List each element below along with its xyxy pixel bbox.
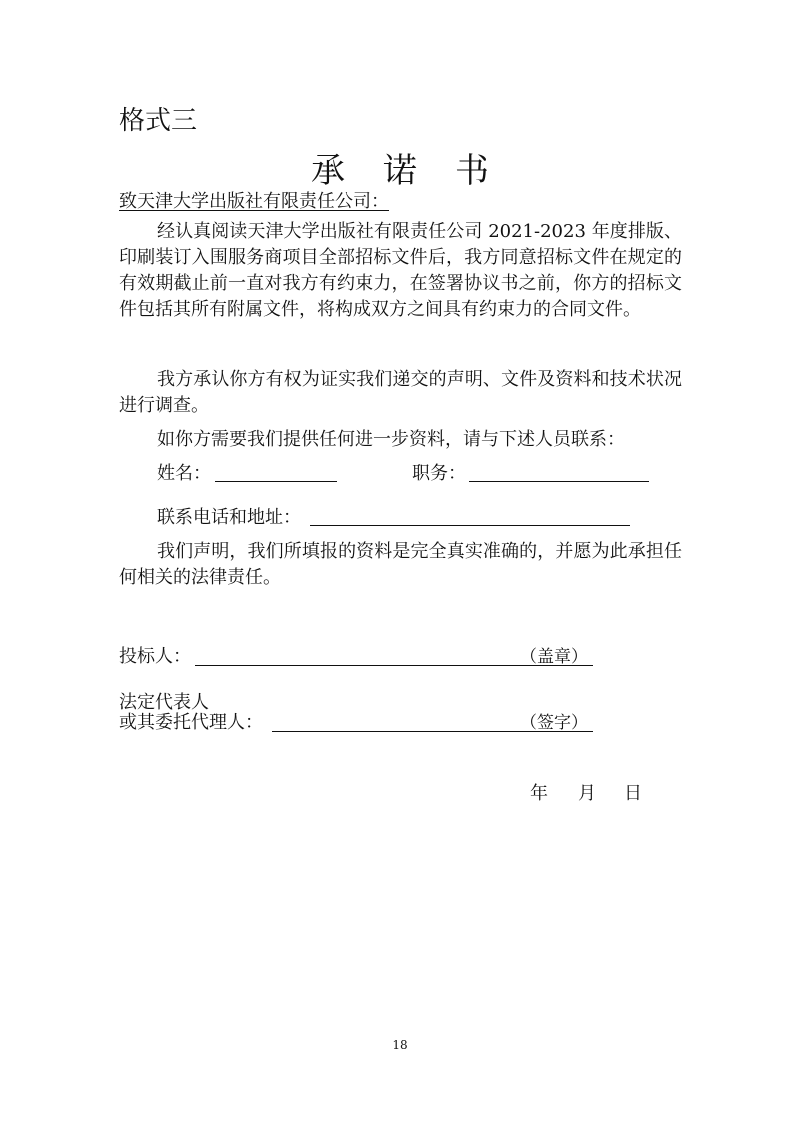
paragraph-declaration: 我们声明，我们所填报的资料是完全真实准确的，并愿为此承担任何相关的法律责任。 (119, 541, 682, 588)
phone-address-field-line[interactable] (310, 525, 630, 526)
document-title: 承诺书 (311, 151, 527, 191)
date-day: 日 (624, 783, 642, 804)
paragraph-investigation: 我方承认你方有权为证实我们递交的声明、文件及资料和技术状况进行调查。 (119, 369, 682, 416)
date-year: 年 (530, 783, 548, 804)
position-field-line[interactable] (469, 481, 649, 482)
page-number: 18 (392, 1038, 408, 1052)
addressee: 致天津大学出版社有限责任公司： (119, 191, 389, 212)
agent-label: 或其委托代理人： (119, 712, 263, 733)
position-label: 职务： (412, 463, 466, 484)
seal-note: （盖章） (520, 647, 588, 667)
phone-address-label: 联系电话和地址： (157, 507, 301, 528)
format-label: 格式三 (119, 106, 198, 136)
bidder-label: 投标人： (119, 646, 191, 667)
legal-rep-label: 法定代表人 (119, 692, 209, 713)
name-field-line[interactable] (215, 481, 337, 482)
paragraph-contact-request: 如你方需要我们提供任何进一步资料，请与下述人员联系： (157, 429, 625, 450)
name-label: 姓名： (157, 463, 211, 484)
paragraph-commitment: 经认真阅读天津大学出版社有限责任公司 2021-2023 年度排版、印刷装订入围服务商项目全部招标文件后，我方同意招标文件在规定的有效期截止前一直对我方有约束力，在签署协议书之前，你方的招标文件包括其所有附属文件，将构成双方之间具有约束力的合同文件。 (119, 221, 682, 320)
sign-note: （签字） (520, 713, 588, 733)
date-month: 月 (578, 783, 596, 804)
